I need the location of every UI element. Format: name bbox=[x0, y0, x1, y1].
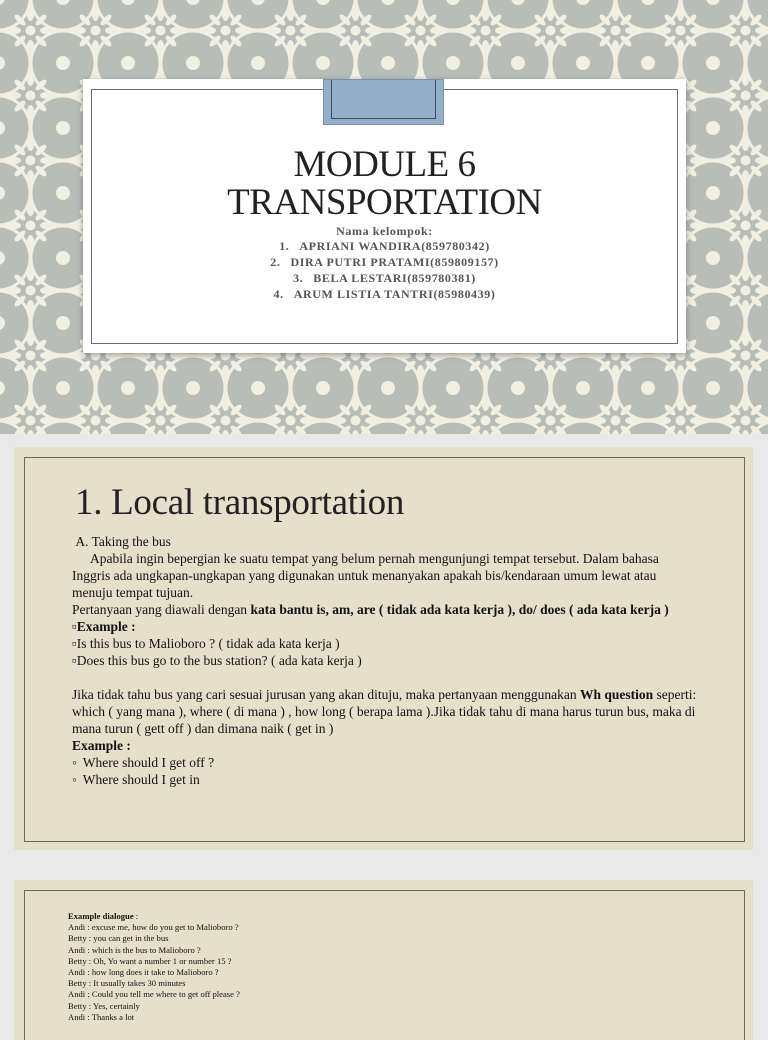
slide-title bbox=[0, 0, 768, 434]
member-item: 3. BELA LESTARI(859780381) bbox=[293, 271, 476, 285]
dialogue-line: Betty : Yes, certainly bbox=[68, 1000, 140, 1011]
members-heading: Nama kelompok: bbox=[336, 224, 433, 238]
members-list bbox=[83, 238, 686, 302]
paragraph-2: Pertanyaan yang diawali dengan kata bantu is, am, are ( tidak ada kata kerja ), do/ does ( ada kata kerja ) bbox=[72, 602, 669, 617]
example-item: ▫Is this bus to Malioboro ? ( tidak ada kata kerja ) bbox=[72, 636, 340, 651]
dialogue-line: Andi : how long does it take to Malioboro ? bbox=[68, 967, 219, 978]
title-card-tab bbox=[323, 79, 444, 125]
paragraph-1: Apabila ingin bepergian ke suatu tempat yang belum pernah mengunjungi tempat tersebut. Dalam bahasa Inggris ada ungkapan-ungkapan yang digunakan untuk menanyakan apakah bis/kendaraan umum lewat atau menuju tempat tujuan. bbox=[72, 551, 659, 600]
slide-local-transportation bbox=[14, 447, 753, 850]
dialogue-heading: Example dialogue : bbox=[68, 911, 139, 921]
slide-heading: 1. Local transportation bbox=[75, 482, 405, 523]
dialogue-line: Andi : which is the bus to Malioboro ? bbox=[68, 944, 201, 955]
example-label: ▫Example : bbox=[72, 619, 136, 634]
dialogue-line: Betty : Oh, Yo want a number 1 or number 15 ? bbox=[68, 955, 232, 966]
member-item: 4. ARUM LISTIA TANTRI(85980439) bbox=[273, 287, 496, 301]
dialogue-line: Andi : Could you tell me where to get off please ? bbox=[68, 989, 240, 1000]
dialogue-line: Betty : It usually takes 30 minutes bbox=[68, 978, 186, 989]
example-item: ◦ Where should I get in bbox=[72, 772, 200, 787]
example-item: ▫Does this bus go to the bus station? ( ada kata kerja ) bbox=[72, 653, 362, 668]
dialogue-block bbox=[68, 911, 468, 1023]
member-item: 1. APRIANI WANDIRA(859780342) bbox=[279, 239, 490, 253]
dialogue-line: Betty : you can get in the bus bbox=[68, 933, 169, 944]
slide-example-dialogue bbox=[14, 880, 753, 1040]
slide-body bbox=[72, 533, 697, 788]
member-item: 2. DIRA PUTRI PRATAMI(859809157) bbox=[270, 255, 499, 269]
paragraph-3: Jika tidak tahu bus yang cari sesuai jurusan yang akan dituju, maka pertanyaan menggunakan Wh question seperti: which ( yang mana ), where ( di mana ) , how long ( berapa lama ).Jika tidak tahu di mana harus turun bus, maka di mana turun ( gett off ) dan dimana naik ( get in ) bbox=[72, 687, 697, 736]
example-label-2: Example : bbox=[72, 738, 131, 753]
example-item: ◦ Where should I get off ? bbox=[72, 755, 215, 770]
title-card bbox=[83, 79, 686, 353]
subheading: A. Taking the bus bbox=[75, 534, 171, 549]
dialogue-line: Andi : excuse me, how do you get to Malioboro ? bbox=[68, 922, 239, 933]
dialogue-line: Andi : Thanks a lot bbox=[68, 1011, 135, 1022]
title-line-2: TRANSPORTATION bbox=[227, 182, 542, 223]
title-line-1: MODULE 6 bbox=[293, 144, 476, 185]
